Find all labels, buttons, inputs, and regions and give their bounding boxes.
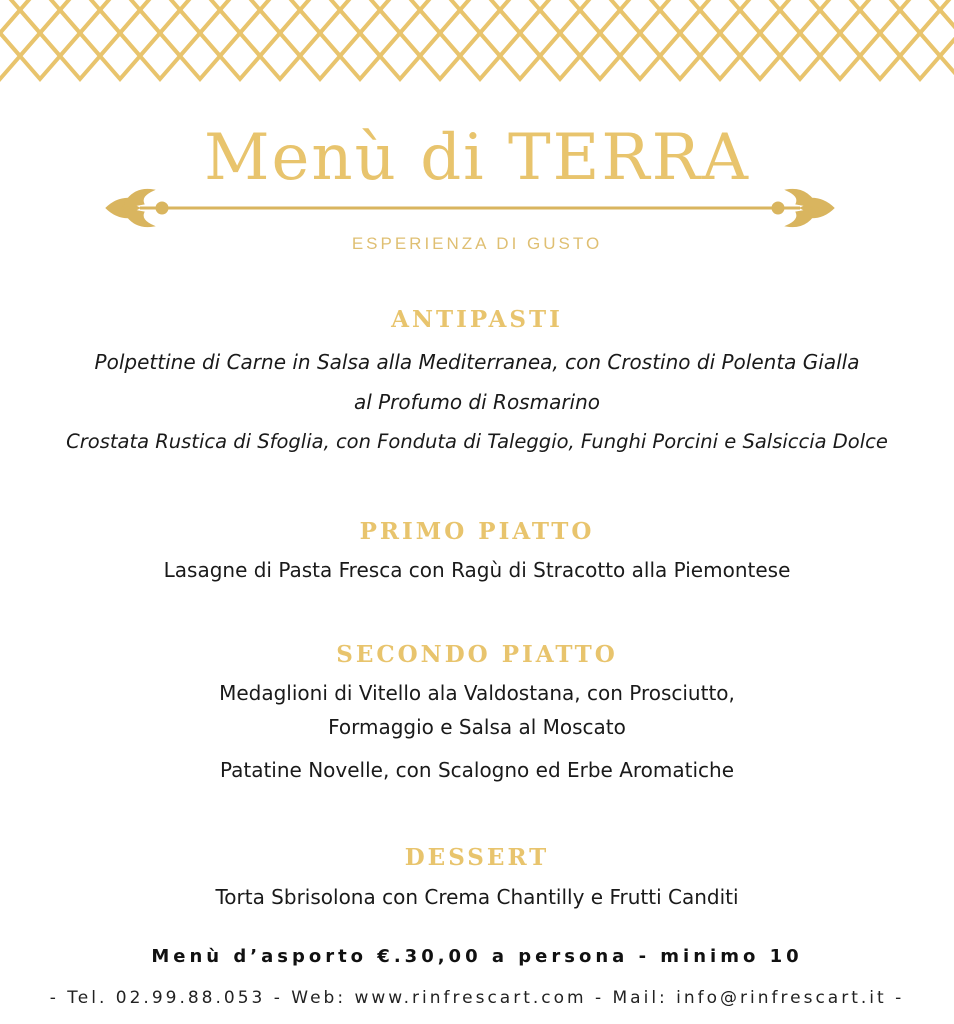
diamond-pattern-border bbox=[0, 0, 954, 92]
section-heading-dessert: DESSERT bbox=[404, 844, 550, 871]
menu-item: Torta Sbrisolona con Crema Chantilly e Frutti Canditi bbox=[215, 885, 739, 909]
menu-item: al Profumo di Rosmarino bbox=[353, 390, 601, 414]
subtitle: ESPERIENZA DI GUSTO bbox=[351, 234, 603, 253]
page-title: Menù di TERRA bbox=[204, 121, 750, 195]
section-heading-primo: PRIMO PIATTO bbox=[359, 518, 595, 545]
price-note: Menù d’asporto €.30,00 a persona - minimo 10 bbox=[151, 946, 803, 967]
menu-item: Formaggio e Salsa al Moscato bbox=[328, 715, 626, 739]
menu-item: Medaglioni di Vitello ala Valdostana, con Prosciutto, bbox=[219, 681, 735, 705]
section-heading-secondo: SECONDO PIATTO bbox=[336, 641, 618, 668]
contact-info: - Tel. 02.99.88.053 - Web: www.rinfrescart.com - Mail: info@rinfrescart.it - bbox=[49, 988, 905, 1008]
section-heading-antipasti: ANTIPASTI bbox=[391, 306, 563, 333]
menu-item: Crostata Rustica di Sfoglia, con Fonduta di Taleggio, Funghi Porcini e Salsiccia Dolce bbox=[66, 430, 888, 453]
menu-item: Lasagne di Pasta Fresca con Ragù di Stracotto alla Piemontese bbox=[163, 558, 791, 582]
menu-item: Polpettine di Carne in Salsa alla Mediterranea, con Crostino di Polenta Gialla bbox=[94, 350, 860, 374]
ornamental-divider-icon bbox=[100, 180, 840, 236]
menu-item: Patatine Novelle, con Scalogno ed Erbe Aromatiche bbox=[219, 758, 735, 782]
